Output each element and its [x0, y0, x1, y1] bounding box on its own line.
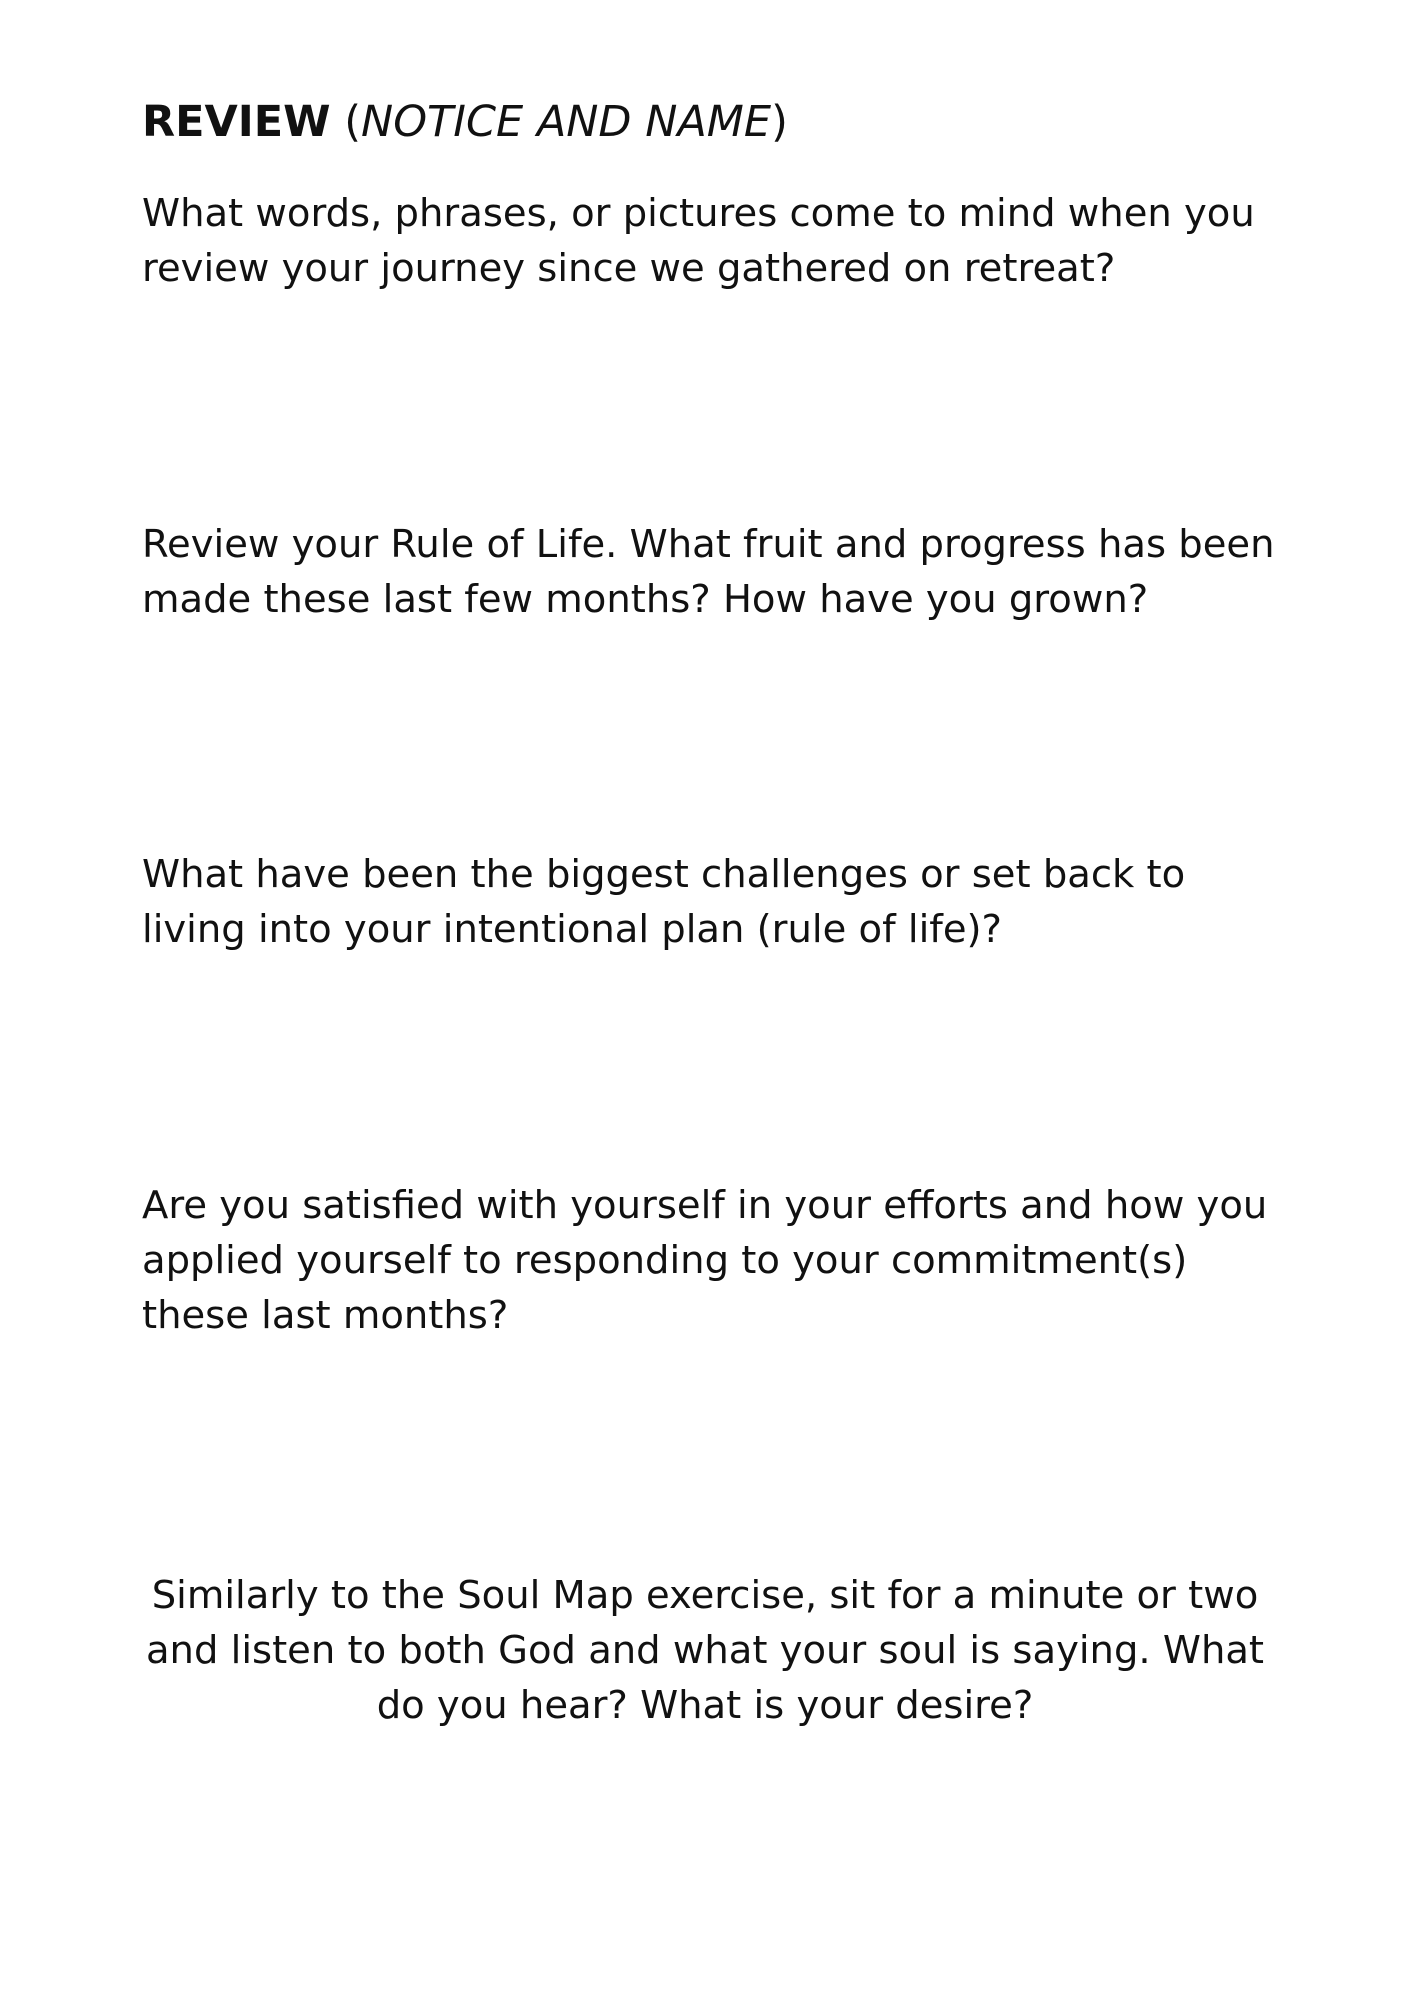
- prompt-line: review your journey since we gathered on retreat?: [142, 246, 1116, 291]
- prompt-journey: [142, 186, 1292, 296]
- prompt-line: Review your Rule of Life. What fruit and progress has been: [142, 522, 1275, 567]
- heading-open-paren: (: [330, 97, 362, 147]
- prompt-line: do you hear? What is your desire?: [376, 1683, 1034, 1728]
- prompt-line: and listen to both God and what your soul is saying. What: [145, 1628, 1265, 1673]
- section-heading: [142, 94, 788, 150]
- prompt-line: What words, phrases, or pictures come to mind when you: [142, 191, 1255, 236]
- prompt-challenges: [142, 847, 1292, 957]
- prompt-soul-map: [120, 1568, 1290, 1733]
- heading-subtitle: NOTICE AND NAME: [361, 97, 772, 147]
- prompt-line: What have been the biggest challenges or set back to: [142, 852, 1186, 897]
- prompt-line: applied yourself to responding to your commitment(s): [142, 1238, 1188, 1283]
- prompt-line: living into your intentional plan (rule of life)?: [142, 907, 1002, 952]
- prompt-rule-of-life: [142, 517, 1292, 627]
- prompt-line: Are you satisfied with yourself in your efforts and how you: [142, 1183, 1268, 1228]
- heading-close-paren: ): [771, 97, 788, 147]
- prompt-line: made these last few months? How have you grown?: [142, 577, 1149, 622]
- heading-title: REVIEW: [142, 97, 331, 147]
- prompt-line: these last months?: [142, 1293, 509, 1338]
- prompt-satisfaction: [142, 1178, 1292, 1343]
- prompt-line: Similarly to the Soul Map exercise, sit for a minute or two: [151, 1573, 1259, 1618]
